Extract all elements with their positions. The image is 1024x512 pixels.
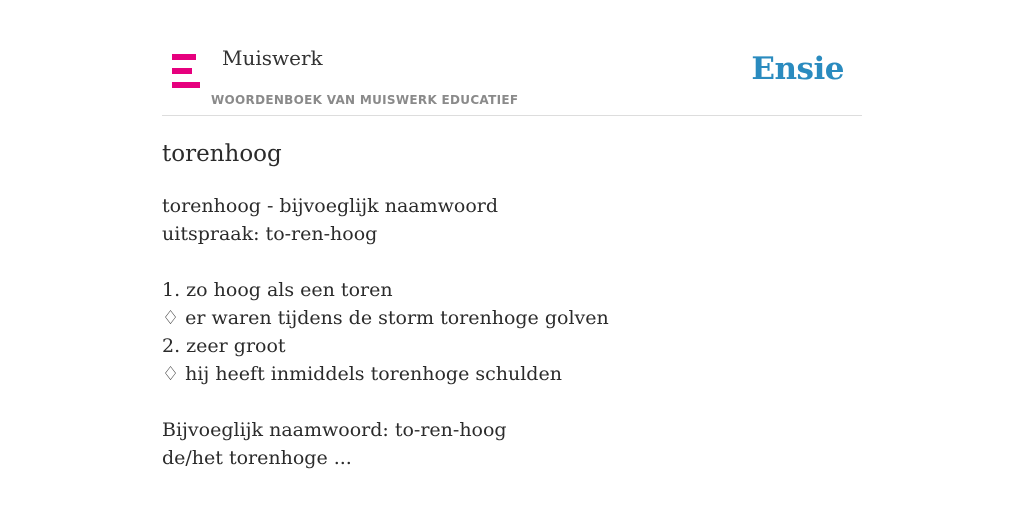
brand-subtitle: WOORDENBOEK VAN MUISWERK EDUCATIEF [211, 93, 519, 107]
page [162, 0, 862, 512]
site-header [162, 0, 862, 116]
definition-line: uitspraak: to-ren-hoog [162, 223, 378, 245]
entry-title: torenhoog [162, 141, 282, 167]
muiswerk-logo-icon[interactable] [172, 54, 200, 88]
definition-line: torenhoog - bijvoeglijk naamwoord [162, 195, 499, 217]
definition-example: ♢ er waren tijdens de storm torenhoge golven [162, 307, 609, 329]
definition-example: ♢ hij heeft inmiddels torenhoge schulden [162, 363, 562, 385]
logo-bar-bottom [172, 82, 200, 88]
logo-bar-middle [172, 68, 192, 74]
definition-blank-line [162, 248, 609, 276]
definition-line: de/het torenhoge ... [162, 447, 352, 469]
ensie-logo[interactable]: Ensie [751, 51, 844, 87]
entry-definition [162, 192, 609, 472]
definition-blank-line [162, 388, 609, 416]
definition-line: Bijvoeglijk naamwoord: to-ren-hoog [162, 419, 507, 441]
definition-line: 1. zo hoog als een toren [162, 279, 393, 301]
logo-bar-top [172, 54, 196, 60]
brand-name[interactable]: Muiswerk [222, 46, 323, 70]
definition-line: 2. zeer groot [162, 335, 286, 357]
